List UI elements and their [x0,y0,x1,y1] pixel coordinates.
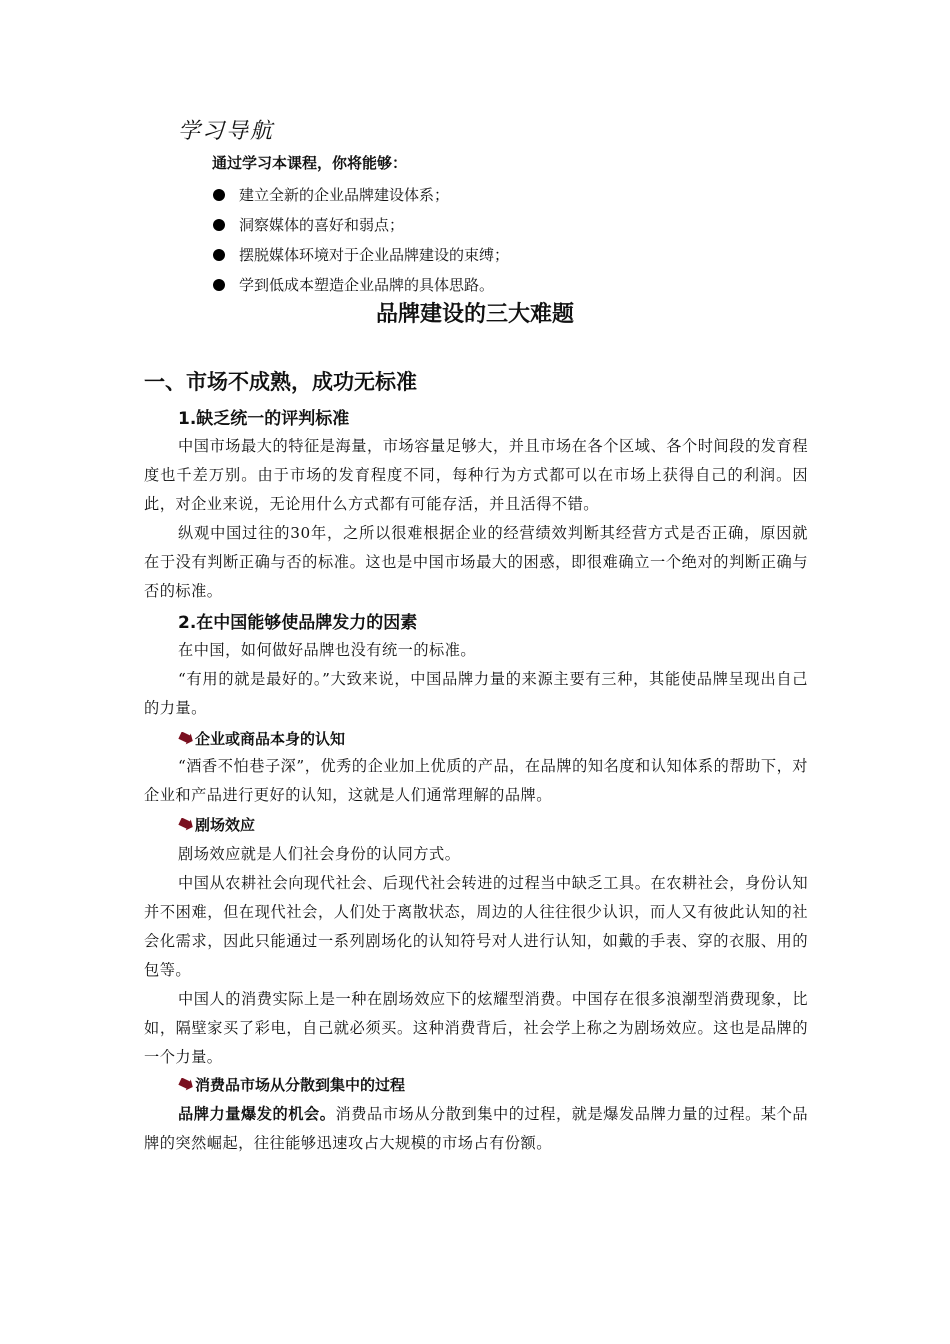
list-item-text: 学到低成本塑造企业品牌的具体思路。 [239,276,495,294]
factor-heading-1 [178,728,345,749]
list-item-text: 建立全新的企业品牌建设体系； [239,186,450,204]
paragraph [144,1100,808,1158]
paragraph-text: 消费品市场从分散到集中的过程，就是爆发品牌力量的过程。某个品牌的突然崛起，往往能够迅速攻占大规模的市场占有份额。 [144,1105,809,1152]
factor-heading-text: 消费品市场从分散到集中的过程 [195,1076,406,1094]
bullet-icon [213,279,225,291]
bullet-icon [213,219,225,231]
paragraph: “酒香不怕巷子深”，优秀的企业加上优质的产品，在品牌的知名度和认知体系的帮助下，对企业和产品进行更好的认知，这就是人们通常理解的品牌。 [144,757,808,804]
paragraph: 中国市场最大的特征是海量，市场容量足够大，并且市场在各个区域、各个时间段的发育程度也千差万别。由于市场的发育程度不同，每种行为方式都可以在市场上获得自己的利润。因此，对企业来说，无论用什么方式都有可能存活，并且活得不错。 [144,437,808,513]
page-title: 品牌建设的三大难题 [375,302,574,327]
paragraph: 剧场效应就是人们社会身份的认同方式。 [178,845,461,863]
list-item [212,270,832,300]
bold-lead-text: 品牌力量爆发的机会。 [178,1105,336,1123]
arrow-icon [178,732,194,746]
list-item-text: 摆脱媒体环境对于企业品牌建设的束缚； [239,246,510,264]
subsection-heading-1: 1.缺乏统一的评判标准 [178,409,350,429]
study-nav-intro: 通过学习本课程，你将能够： [212,154,408,172]
list-item [212,210,832,240]
list-item [212,180,832,210]
factor-heading-text: 剧场效应 [195,816,256,834]
paragraph: “有用的就是最好的。”大致来说，中国品牌力量的来源主要有三种，其能使品牌呈现出自己的力量。 [144,670,808,717]
arrow-icon [178,818,194,832]
list-item-text: 洞察媒体的喜好和弱点； [239,216,405,234]
bullet-icon [213,249,225,261]
paragraph: 中国人的消费实际上是一种在剧场效应下的炫耀型消费。中国存在很多浪潮型消费现象，比如，隔壁家买了彩电，自己就必须买。这种消费背后，社会学上称之为剧场效应。这也是品牌的一个力量。 [144,990,808,1066]
list-item [212,240,832,270]
paragraph: 纵观中国过往的30年，之所以很难根据企业的经营绩效判断其经营方式是否正确，原因就在于没有判断正确与否的标准。这也是中国市场最大的困惑，即很难确立一个绝对的判断正确与否的标准。 [144,524,808,600]
arrow-icon [178,1078,194,1092]
paragraph: 中国从农耕社会向现代社会、后现代社会转进的过程当中缺乏工具。在农耕社会，身份认知并不困难，但在现代社会，人们处于离散状态，周边的人往往很少认识，而人又有彼此认知的社会化需求，因此只能通过一系列剧场化的认知符号对人进行认知，如戴的手表、穿的衣服、用的包等。 [144,874,808,979]
bullet-icon [213,189,225,201]
factor-heading-text: 企业或商品本身的认知 [195,730,346,748]
subsection-heading-2: 2.在中国能够使品牌发力的因素 [178,613,418,633]
study-nav-title: 学习导航 [178,119,275,144]
paragraph: 在中国，如何做好品牌也没有统一的标准。 [178,641,477,659]
factor-heading-3 [178,1074,405,1095]
factor-heading-2 [178,814,255,835]
objectives-list [212,180,832,300]
section-heading: 一、市场不成熟，成功无标准 [144,370,417,394]
